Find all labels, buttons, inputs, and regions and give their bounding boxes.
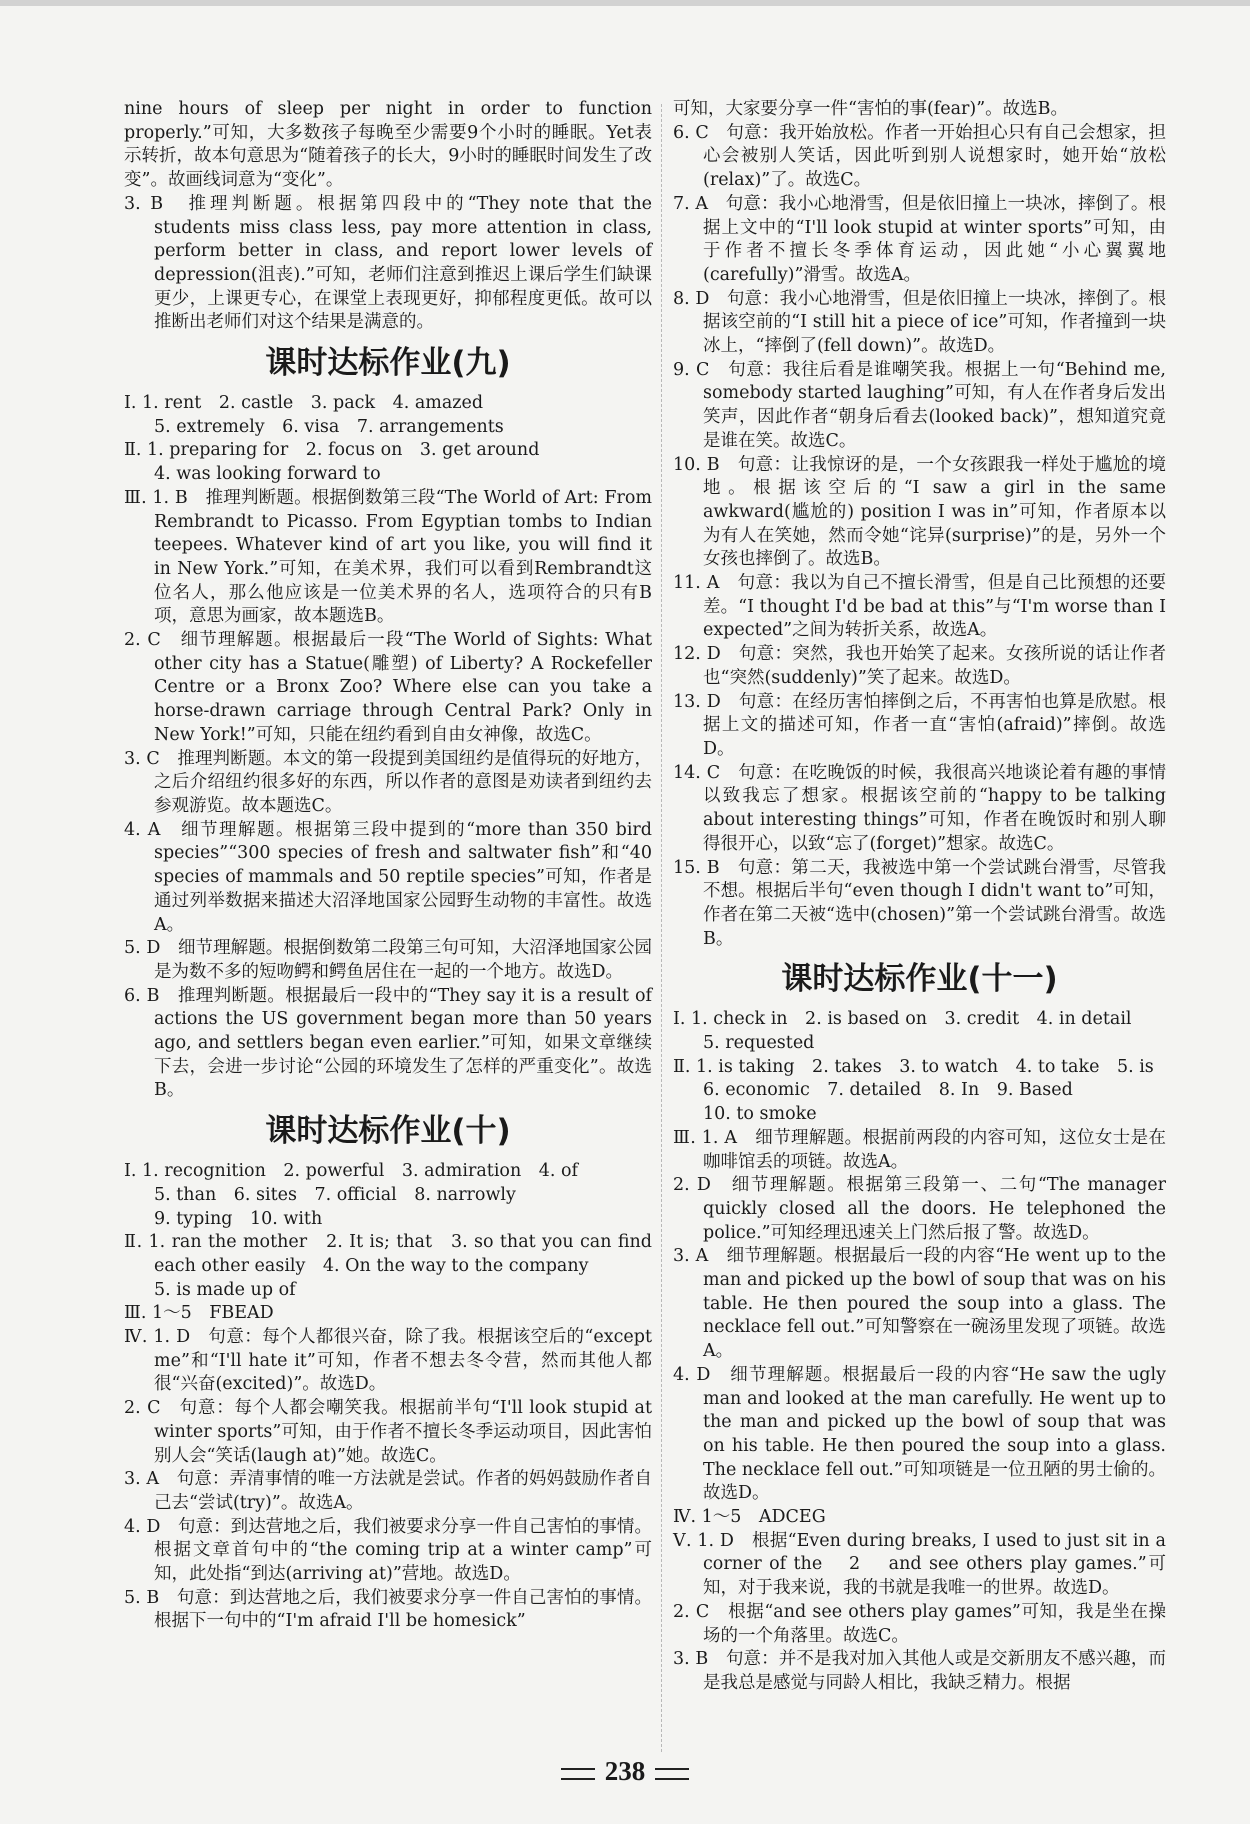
answer-item: Ⅰ. 1. rent 2. castle 3. pack 4. amazed	[124, 393, 484, 414]
column-divider	[661, 104, 662, 1752]
answer-item: Ⅱ. 1. preparing for 2. focus on 3. get around	[124, 440, 540, 461]
answer-item: 4. A 细节理解题。根据第三段中提到的“more than 350 bird species”“300 species of fresh and saltwater fish”和“40 species of mammals and 50 reptile species”可知，作者是通过列举数据来描述大沼泽地国家公园野生动物的丰富性。故选A。	[124, 819, 652, 935]
answer-item: 8. D 句意：我小心地滑雪，但是依旧撞上一块冰，摔倒了。根据该空前的“I still hit a piece of ice”可知，作者撞到一块冰上，“摔倒了(fell down)”。故选D。	[673, 288, 1166, 357]
answer-line: 5. is made up of	[154, 1279, 296, 1300]
answer-item: 3. B 推理判断题。根据第四段中的“They note that the students miss class less, pay more attention in class, perform better in class, and report lower levels of depression(沮丧).”可知，老师们注意到推迟上课后学生们缺课更少，上课更专心，在课堂上表现更好，抑郁程度更低。故可以推断出老师们对这个结果是满意的。	[124, 193, 652, 333]
answer-item: 9. C 句意：我往后看是谁嘲笑我。根据上一句“Behind me, somebody started laughing”可知，有人在作者身后发出笑声，因此作者“朝身后看去(looked back)”，想知道究竟是谁在笑。故选C。	[673, 359, 1166, 451]
answer-item: 2. C 细节理解题。根据最后一段“The World of Sights: What other city has a Statue(雕塑) of Liberty? A Rockefeller Centre or a Bronx Zoo? Where else can you take a horse-drawn carriage through Central Park? Only in New York!”可知，只能在纽约看到自由女神像，故选C。	[124, 630, 652, 745]
answer-item: 5. D 细节理解题。根据倒数第二段第三句可知，大沼泽地国家公园是为数不多的短吻鳄和鳄鱼居住在一起的一个地方。故选D。	[124, 938, 652, 982]
right-column	[673, 98, 1166, 1696]
answer-item: Ⅱ. 1. ran the mother 2. It is; that 3. so that you can find each other easily 4. On the way to the company	[124, 1232, 652, 1276]
section-heading: 课时达标作业(十一)	[781, 961, 1058, 998]
answer-line: 9. typing 10. with	[154, 1208, 323, 1229]
answer-line: 10. to smoke	[703, 1104, 817, 1125]
answer-item: 5. B 句意：到达营地之后，我们被要求分享一件自己害怕的事情。根据下一句中的“I'm afraid I'll be homesick”	[124, 1587, 652, 1632]
page-number-footer	[0, 1756, 1250, 1787]
paragraph: 可知，大家要分享一件“害怕的事(fear)”。故选B。	[673, 99, 1069, 119]
answer-item: Ⅲ. 1. A 细节理解题。根据前两段的内容可知，这位女士是在咖啡馆丢的项链。故选A。	[673, 1127, 1166, 1172]
answer-item: Ⅰ. 1. check in 2. is based on 3. credit 4. in detail	[673, 1009, 1132, 1030]
answer-line: 5. than 6. sites 7. official 8. narrowly	[154, 1184, 516, 1205]
footer-rule-left	[561, 1768, 595, 1780]
answer-item: 3. A 句意：弄清事情的唯一方法就是尝试。作者的妈妈鼓励作者自己去“尝试(try)”。故选A。	[124, 1469, 652, 1513]
top-border	[0, 0, 1250, 6]
answer-item: Ⅳ. 1～5 ADCEG	[673, 1507, 826, 1528]
answer-item: 3. A 细节理解题。根据最后一段的内容“He went up to the man and picked up the bowl of soup that was on his table. He then poured the soup into a glass. The necklace fell out.”可知警察在一碗汤里发现了项链。故选A。	[673, 1246, 1166, 1362]
answer-item: 12. D 句意：突然，我也开始笑了起来。女孩所说的话让作者也“突然(suddenly)”笑了起来。故选D。	[673, 644, 1166, 688]
answer-item: Ⅱ. 1. is taking 2. takes 3. to watch 4. to take 5. is	[673, 1056, 1154, 1077]
answer-item: 15. B 句意：第二天，我被选中第一个尝试跳台滑雪，尽管我不想。根据后半句“even though I didn't want to”可知，作者在第二天被“选中(chosen)”第一个尝试跳台滑雪。故选B。	[673, 857, 1166, 949]
answer-item: 2. D 细节理解题。根据第三段第一、二句“The manager quickly closed all the doors. He telephoned the police.”可知经理迅速关上门然后报了警。故选D。	[673, 1175, 1166, 1243]
answer-item: 2. C 句意：每个人都会嘲笑我。根据前半句“I'll look stupid at winter sports”可知，由于作者不擅长冬季运动项目，因此害怕别人会“笑话(laugh at)”她。故选C。	[124, 1398, 652, 1466]
answer-item: Ⅰ. 1. recognition 2. powerful 3. admiration 4. of	[124, 1161, 579, 1182]
answer-line: 5. extremely 6. visa 7. arrangements	[154, 416, 504, 437]
answer-item: 4. D 细节理解题。根据最后一段的内容“He saw the ugly man and looked at the man carefully. He went up to the man and picked up the bowl of soup that was on his table. He then poured the soup into a glass. The necklace fell out.”可知项链是一位丑陋的男士偷的。故选D。	[673, 1364, 1166, 1504]
answer-item: 14. C 句意：在吃晚饭的时候，我很高兴地谈论着有趣的事情以致我忘了想家。根据该空前的“happy to be talking about interesting things”可知，作者在晚饭时和别人聊得很开心，以致“忘了(forget)”想家。故选C。	[673, 762, 1166, 854]
answer-line: 5. requested	[703, 1033, 815, 1054]
answer-item: Ⅳ. 1. D 句意：每个人都很兴奋，除了我。根据该空后的“except me”和“I'll hate it”可知，作者不想去冬令营，然而其他人都很“兴奋(excited)”。故选D。	[124, 1327, 652, 1395]
answer-item: Ⅲ. 1～5 FBEAD	[124, 1303, 274, 1324]
answer-item: 3. C 推理判断题。本文的第一段提到美国纽约是值得玩的好地方，之后介绍纽约很多好的东西，所以作者的意图是劝读者到纽约去参观游览。故本题选C。	[124, 748, 652, 816]
answer-line: 6. economic 7. detailed 8. In 9. Based	[703, 1080, 1073, 1101]
answer-item: 4. D 句意：到达营地之后，我们被要求分享一件自己害怕的事情。根据文章首句中的“the coming trip at a winter camp”可知，此处指“到达(arriving at)”营地。故选D。	[124, 1516, 652, 1585]
answer-item: 6. C 句意：我开始放松。作者一开始担心只有自己会想家，担心会被别人笑话，因此听到别人说想家时，她开始“放松(relax)”了。故选C。	[673, 122, 1166, 191]
page-number: 238	[604, 1756, 646, 1786]
answer-item: 7. A 句意：我小心地滑雪，但是依旧撞上一块冰，摔倒了。根据上文中的“I'll look stupid at winter sports”可知，由于作者不擅长冬季体育运动，因此她“小心翼翼地(carefully)”滑雪。故选A。	[673, 193, 1166, 285]
answer-item: 3. B 句意：并不是我对加入其他人或是交新朋友不感兴趣，而是我总是感觉与同龄人相比，我缺乏精力。根据	[673, 1649, 1166, 1693]
answer-item: 10. B 句意：让我惊讶的是，一个女孩跟我一样处于尴尬的境地。根据该空后的“I saw a girl in the same awkward(尴尬的) position I was in”可知，作者原本以为有人在笑她，然而令她“诧异(surprise)”的是，另外一个女孩也摔倒了。故选B。	[673, 454, 1166, 570]
section-heading: 课时达标作业(九)	[265, 345, 511, 382]
footer-rule-right	[655, 1768, 689, 1780]
answer-line: 4. was looking forward to	[154, 464, 381, 485]
section-heading: 课时达标作业(十)	[265, 1113, 511, 1150]
answer-item: Ⅴ. 1. D 根据“Even during breaks, I used to just sit in a corner of the 2 and see others play games.”可知，对于我来说，我的书就是我唯一的世界。故选D。	[673, 1530, 1166, 1599]
answer-item: 11. A 句意：我以为自己不擅长滑雪，但是自己比预想的还要差。“I thought I'd be bad at this”与“I'm worse than I expected”之间为转折关系，故选A。	[673, 573, 1166, 641]
paragraph: nine hours of sleep per night in order to function properly.”可知，大多数孩子每晚至少需要9个小时的睡眠。Yet表示转折，故本句意思为“随着孩子的长大，9小时的睡眠时间发生了改变”。故画线词意为“变化”。	[124, 99, 652, 191]
answer-item: 2. C 根据“and see others play games”可知，我是坐在操场的一个角落里。故选C。	[673, 1601, 1166, 1646]
answer-item: Ⅲ. 1. B 推理判断题。根据倒数第三段“The World of Art: From Rembrandt to Picasso. From Egyptian tombs to Indian teepees. Whatever kind of art you like, you will find it in New York.”可知，在美术界，我们可以看到Rembrandt这位名人，那么他应该是一位美术界的名人，选项符合的只有B项，意思为画家，故本题选B。	[124, 487, 652, 627]
answer-item: 6. B 推理判断题。根据最后一段中的“They say it is a result of actions the US government began more than 50 years ago, and settlers began even earlier.”可知，如果文章继续下去，会进一步讨论“公园的环境发生了怎样的严重变化”。故选B。	[124, 985, 652, 1101]
left-column	[124, 98, 652, 1634]
answer-item: 13. D 句意：在经历害怕摔倒之后，不再害怕也算是欣慰。根据上文的描述可知，作者一直“害怕(afraid)”摔倒。故选D。	[673, 691, 1166, 759]
